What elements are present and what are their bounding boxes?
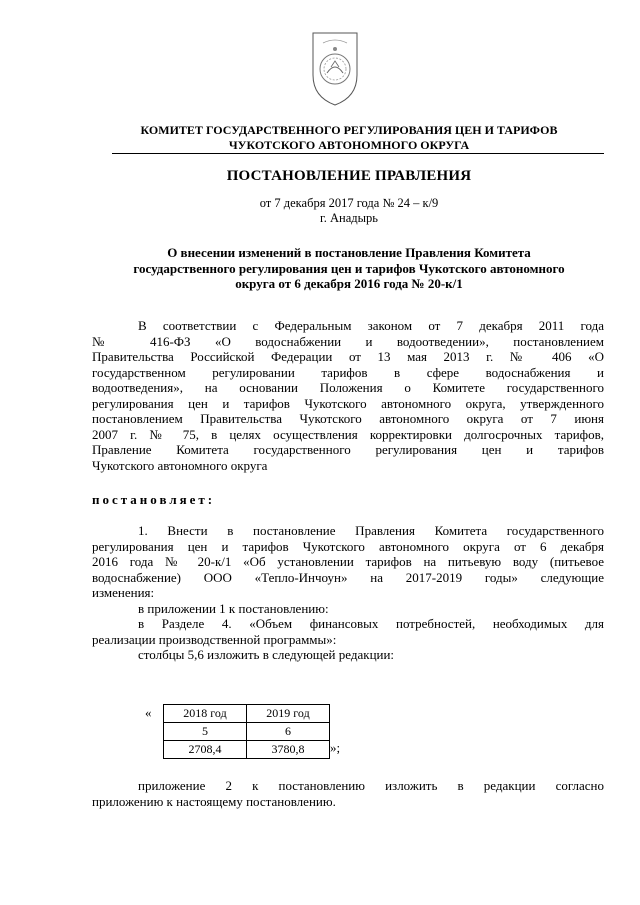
table-cell: 3780,8 bbox=[247, 741, 330, 759]
quote-open: « bbox=[145, 705, 152, 720]
appendix-2-line: приложение 2 к постановлению изложить в редакции согласно bbox=[138, 778, 604, 793]
preamble-line: 2007 г. № 75, в целях осуществления корректировки долгосрочных тарифов, bbox=[92, 426, 604, 442]
appendix-2-line: приложению к настоящему постановлению. bbox=[92, 793, 336, 809]
item-1-line: 2016 года № 20-к/1 «Об установлении тарифов на питьевую воду (питьевое bbox=[92, 554, 604, 569]
preamble bbox=[92, 318, 604, 473]
header-divider bbox=[112, 153, 604, 154]
quote-close: »; bbox=[330, 740, 341, 755]
item-1-line: водоснабжение) ООО «Тепло-Инчоун» на 2017-2019 годы» следующие bbox=[92, 569, 604, 585]
preamble-line: Правление Комитета государственного регулирования цен и тарифов bbox=[92, 442, 604, 457]
preamble-line: постановлением Правительства Чукотского автономного округа от 7 июня bbox=[92, 411, 604, 426]
preamble-line: Правительства Российской Федерации от 13 мая 2013 г. № 406 «О bbox=[92, 349, 604, 364]
table-cell: 2019 год bbox=[247, 705, 330, 723]
coat-of-arms-icon bbox=[305, 27, 365, 107]
date-line: от 7 декабря 2017 года № 24 – к/9 bbox=[259, 196, 439, 210]
table-cell: 2018 год bbox=[164, 705, 247, 723]
subject-line: округа от 6 декабря 2016 года № 20-к/1 bbox=[235, 276, 463, 291]
subject-line: государственного регулирования цен и тарифов Чукотского автономного bbox=[133, 260, 565, 276]
table-cell: 6 bbox=[247, 723, 330, 741]
org-line-1: КОМИТЕТ ГОСУДАРСТВЕННОГО РЕГУЛИРОВАНИЯ ЦЕН И ТАРИФОВ bbox=[140, 123, 558, 137]
decree-word: постановляет: bbox=[92, 492, 216, 507]
table-row bbox=[164, 741, 330, 759]
table-cell: 5 bbox=[164, 723, 247, 741]
table-row bbox=[164, 723, 330, 741]
table-cell: 2708,4 bbox=[164, 741, 247, 759]
preamble-line: регулирования цен и тарифов Чукотского автономного округа, утвержденного bbox=[92, 395, 604, 411]
item-1-line: изменения: bbox=[92, 585, 155, 600]
org-line-2: ЧУКОТСКОГО АВТОНОМНОГО ОКРУГА bbox=[228, 137, 470, 152]
columns-table bbox=[163, 704, 330, 759]
table-row bbox=[164, 705, 330, 723]
preamble-line: № 416-ФЗ «О водоснабжении и водоотведении», постановлением bbox=[92, 333, 604, 349]
item-1-line: регулирования цен и тарифов Чукотского автономного округа от 6 декабря bbox=[92, 538, 604, 554]
place: г. Анадырь bbox=[320, 211, 378, 225]
preamble-line: государственном регулировании тарифов в сфере водоснабжения и bbox=[92, 364, 604, 380]
document-meta bbox=[90, 196, 608, 226]
appendix-1-line: в приложении 1 к постановлению: bbox=[138, 600, 329, 616]
preamble-line: Чукотского автономного округа bbox=[92, 457, 268, 473]
section-4-line: реализации производственной программы»: bbox=[92, 631, 337, 647]
appendix-2 bbox=[92, 778, 604, 809]
subject-line: О внесении изменений в постановление Правления Комитета bbox=[167, 245, 531, 260]
organization-name bbox=[90, 123, 608, 152]
preamble-line: В соответствии с Федеральным законом от 7 декабря 2011 года bbox=[138, 318, 604, 333]
document-subject bbox=[95, 245, 603, 292]
section-4-line: в Разделе 4. «Объем финансовых потребностей, необходимых для bbox=[138, 616, 604, 631]
item-1-line: 1. Внести в постановление Правления Комитета государственного bbox=[138, 523, 604, 538]
columns-line: столбцы 5,6 изложить в следующей редакции: bbox=[138, 647, 395, 662]
document-title: ПОСТАНОВЛЕНИЕ ПРАВЛЕНИЯ bbox=[226, 168, 472, 184]
preamble-line: водоотведения», на основании Положения о Комитете государственного bbox=[92, 380, 604, 395]
item-1 bbox=[92, 523, 604, 663]
